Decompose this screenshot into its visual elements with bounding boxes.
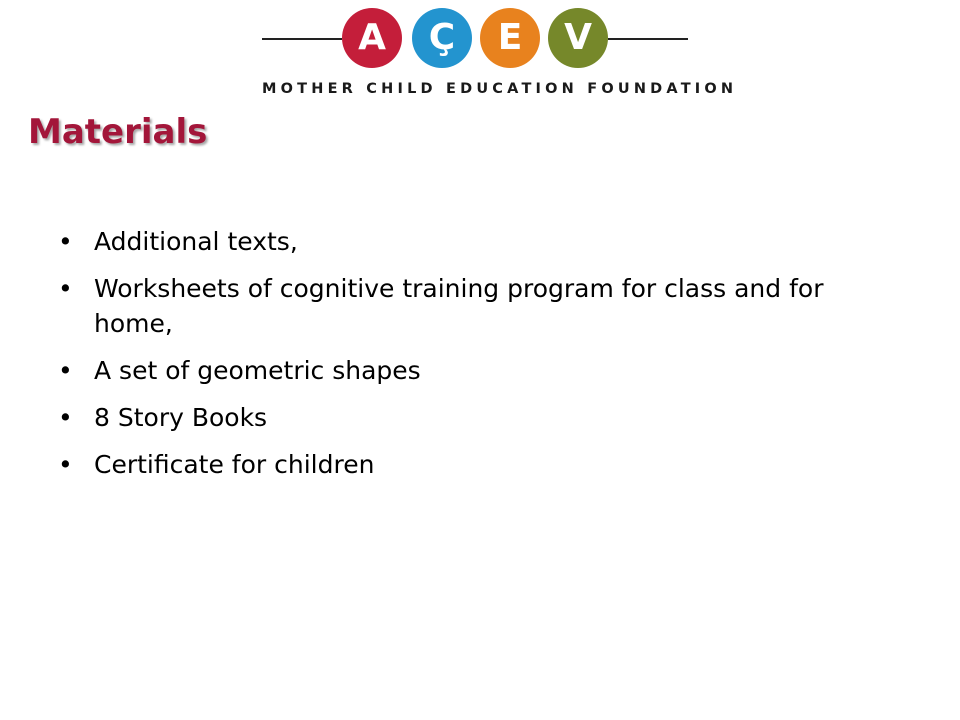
logo-circle-c: Ç (412, 8, 472, 68)
list-item (58, 224, 888, 259)
bullet-glyph: • (58, 403, 73, 432)
logo-tagline: MOTHER CHILD EDUCATION FOUNDATION (262, 81, 738, 97)
bullet-glyph: • (58, 274, 73, 303)
bullet-glyph: • (58, 450, 73, 479)
logo-circle-a: A (342, 8, 402, 68)
list-item-text: 8 Story Books (94, 403, 268, 432)
materials-list (58, 224, 888, 494)
acev-logo (262, 5, 738, 100)
list-item-text: Worksheets of cognitive training program for class and for home, (94, 274, 824, 338)
list-item-text: Certificate for children (94, 450, 375, 479)
list-item-text: Additional texts, (94, 227, 298, 256)
list-item (58, 271, 888, 341)
logo-line-left (262, 38, 342, 40)
list-item-text: A set of geometric shapes (94, 356, 421, 385)
list-item (58, 447, 888, 482)
bullet-glyph: • (58, 356, 73, 385)
logo-circle-e: E (480, 8, 540, 68)
bullet-glyph: • (58, 227, 73, 256)
slide-title: Materials (28, 112, 208, 152)
list-item (58, 353, 888, 388)
list-item (58, 400, 888, 435)
logo-circle-v: V (548, 8, 608, 68)
logo-line-right (608, 38, 688, 40)
